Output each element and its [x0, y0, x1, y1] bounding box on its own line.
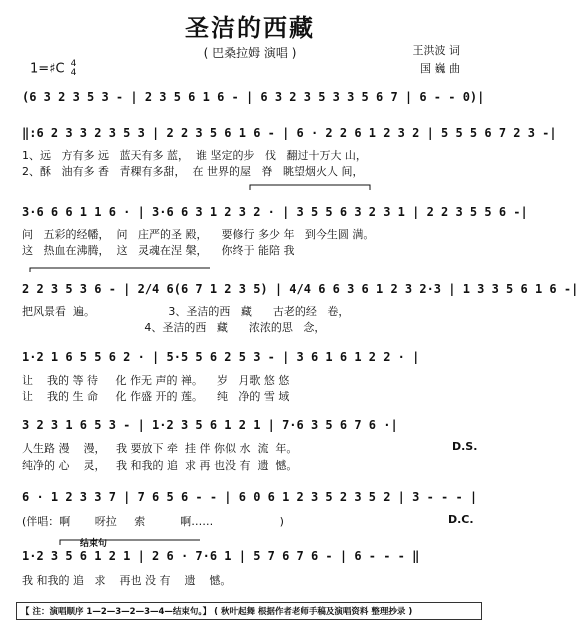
lyric-row-ending: 我 和我的 追 求 再也 没 有 遗 憾。 [22, 574, 232, 587]
lyric-row-3-verse-1: 把风景看 遍。 3、圣洁的西 藏 古老的经 卷， [22, 305, 350, 318]
volta-bracket-2 [30, 268, 210, 272]
song-title: 圣洁的西藏 [185, 14, 315, 42]
lyric-row-4-verse-1: 让 我的 等 待 化 作无 声的 禅。 岁 月歌 悠 悠 [22, 374, 290, 387]
ending-label: 结束句 [80, 539, 108, 549]
ending-bracket [60, 540, 200, 545]
lyric-row-2-verse-1: 问 五彩的经幡， 问 庄严的圣 殿， 要修行 多少 年 到今生圆 满。 [22, 228, 375, 241]
notation-row-intro: (6 3 2 3 5 3 - | 2 3 5 6 1 6 - | 6 3 2 3 5 3 3 5 6 7 | 6 - - 0)| [22, 90, 485, 104]
lyric-row-2-verse-2: 这 热血在沸腾， 这 灵魂在涅 槃， 你终于 能陪 我 [22, 244, 295, 257]
dal-segno-mark: D.S. [452, 440, 478, 453]
performance-order-note: 【 注：演唱顺序 1—2—3—2—3—4—结束句。】 ( 秋叶起舞 根据作者老师手稿及演唱资料 整理抄录 ) [16, 602, 482, 620]
lyric-row-4-verse-2: 让 我的 生 命 化 作盛 开的 莲。 纯 净的 雪 域 [22, 390, 290, 403]
notation-row-3: 2 2 3 5 3 6 - | 2/4 6(6 7 1 2 3 5) | 4/4 6 6 3 6 1 2 3 2·3 | 1 3 3 5 6 1 6 -| [22, 282, 578, 296]
lyric-row-1-verse-2: 2、酥 油有多 香 青稞有多甜， 在 世界的屋 脊 眺望烟火人 间， [22, 165, 364, 178]
volta-bracket-1 [250, 185, 370, 190]
lyric-row-6-backing: (伴唱：啊 呀拉 索 啊…… ) [22, 515, 284, 528]
lyric-row-5-verse-2: 纯净的 心 灵， 我 和我的 追 求 再 也没 有 遗 憾。 [22, 459, 298, 472]
key-value: 1=♯C [30, 61, 65, 77]
lyricist-credit: 王洪波 词 [412, 44, 460, 57]
notation-row-2: 3·6 6 6 1 1 6 · | 3·6 6 3 1 2 3 2 · | 3 5 5 6 3 2 3 1 | 2 2 3 5 5 6 -| [22, 205, 528, 219]
notation-row-6: 6 · 1 2 3 3 7 | 7 6 5 6 - - | 6 0 6 1 2 3 5 2 3 5 2 | 3 - - - | [22, 490, 478, 504]
time-signature-bottom: 4 [70, 68, 77, 78]
da-capo-mark: D.C. [448, 513, 474, 526]
time-signature-top: 4 [70, 59, 77, 69]
composer-credit: 国 巍 曲 [420, 62, 460, 75]
singer-subtitle: ( 巴桑拉姆 演唱 ) [203, 46, 297, 60]
lyric-row-1-verse-1: 1、远 方有多 远 蓝天有多 蓝， 谁 坚定的步 伐 翻过十万大 山， [22, 149, 367, 162]
notation-row-4: 1·2 1 6 5 5 6 2 · | 5·5 5 6 2 5 3 - | 3 6 1 6 1 2 2 · | [22, 350, 420, 364]
lyric-row-5-verse-1: 人生路 漫 漫， 我 要放下 牵 挂 伴 你似 水 流 年。 [22, 442, 298, 455]
notation-row-ending: 1·2 3 5 6 1 2 1 | 2 6 · 7·6 1 | 5 7 6 7 6 - | 6 - - - ‖ [22, 549, 420, 563]
lyric-row-3-verse-2: 4、圣洁的西 藏 浓浓的思 念， [22, 321, 326, 334]
notation-row-1: ‖:6 2 3 3 2 3 5 3 | 2 2 3 5 6 1 6 - | 6 · 2 2 6 1 2 3 2 | 5 5 5 6 7 2 3 -| [22, 126, 557, 140]
notation-row-5: 3 2 3 1 6 5 3 - | 1·2 3 5 6 1 2 1 | 7·6 3 5 6 7 6 ·| [22, 418, 398, 432]
